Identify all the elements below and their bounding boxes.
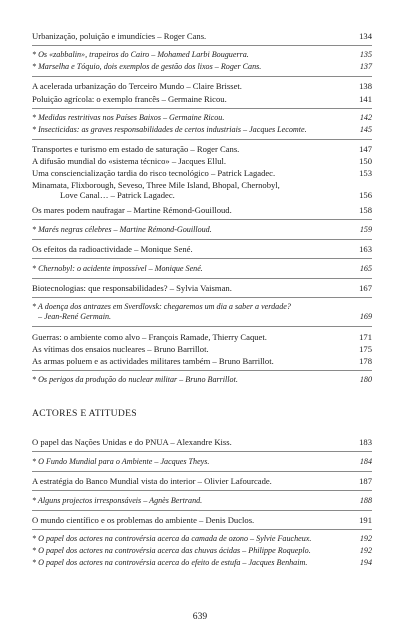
entry-page: 142 — [359, 113, 372, 122]
entry-page: 187 — [359, 476, 372, 486]
entry-page: 167 — [359, 283, 372, 293]
separator — [32, 370, 372, 371]
separator — [32, 76, 372, 77]
entry-text: A difusão mundial do «sistema técnico» – Jacques Ellul. — [32, 156, 227, 166]
entry-text: * Marés negras célebres – Martine Rémond-Gouilloud. — [32, 225, 212, 234]
separator — [32, 239, 372, 240]
entry-page: 188 — [359, 496, 372, 505]
separator — [32, 258, 372, 259]
separator — [32, 108, 372, 109]
toc-entry — [32, 457, 372, 467]
entry-page: 159 — [359, 225, 372, 234]
entry-page: 135 — [359, 50, 372, 59]
entry-text: * O papel dos actores na controvérsia acerca da camada de ozono – Sylvie Faucheux. — [32, 534, 312, 543]
entry-page: 180 — [359, 375, 372, 384]
entry-page: 165 — [359, 264, 372, 273]
entry-page: 171 — [359, 332, 372, 342]
page-number: 639 — [192, 611, 208, 622]
toc-entry — [32, 62, 372, 72]
toc-entry — [32, 356, 372, 366]
entry-page: 134 — [359, 31, 372, 41]
entry-page: 192 — [359, 534, 372, 543]
entry-page: 191 — [359, 515, 372, 525]
entry-page: 150 — [359, 156, 372, 166]
toc-entry — [32, 225, 372, 235]
entry-text: Urbanização, poluição e imundícies – Roger Cans. — [32, 31, 207, 41]
entry-text: * O papel dos actores na controvérsia acerca do efeito de estufa – Jacques Benhaim. — [32, 558, 308, 567]
toc-entry — [32, 332, 372, 342]
toc-entry — [32, 264, 372, 274]
entry-text: Uma consciencialização tardia do risco tecnológico – Patrick Lagadec. — [32, 168, 276, 178]
entry-page: 169 — [359, 312, 372, 321]
entry-text: * Os «zabbalin», trapeiros do Cairo – Mohamed Larbi Bouguerra. — [32, 50, 249, 59]
entry-text: A estratégia do Banco Mundial vista do interior – Olivier Lafourcade. — [32, 476, 272, 486]
toc-entry — [32, 534, 372, 544]
entry-page: 163 — [359, 244, 372, 254]
separator — [32, 297, 372, 298]
entry-page: 156 — [359, 190, 372, 200]
entry-page: 178 — [359, 356, 372, 366]
entry-page: 192 — [359, 546, 372, 555]
separator — [32, 529, 372, 530]
entry-text: Transportes e turismo em estado de saturação – Roger Cans. — [32, 144, 240, 154]
separator — [32, 139, 372, 140]
entry-text: * O Fundo Mundial para o Ambiente – Jacques Theys. — [32, 457, 210, 466]
entry-text: O papel das Nações Unidas e do PNUA – Alexandre Kiss. — [32, 437, 232, 447]
toc-entry — [32, 283, 372, 293]
entry-text: Os efeitos da radioactividade – Monique Sené. — [32, 244, 193, 254]
separator — [32, 326, 372, 327]
toc-entry — [32, 244, 372, 254]
separator — [32, 45, 372, 46]
toc-entry — [32, 168, 372, 178]
entry-text: * O papel dos actores na controvérsia acerca das chuvas ácidas – Philippe Roqueplo. — [32, 546, 311, 555]
entry-text: * Insecticidas: as graves responsabilidades de certos industriais – Jacques Lecomte. — [32, 125, 307, 134]
separator — [32, 471, 372, 472]
entry-page: 184 — [359, 457, 372, 466]
entry-text: * A doença dos antrazes em Sverdlovsk: chegaremos um dia a saber a verdade? — [32, 302, 291, 311]
toc-entry — [32, 302, 372, 322]
section-heading: ACTORES E ATITUDES — [32, 408, 137, 419]
separator — [32, 510, 372, 511]
entry-page: 158 — [359, 205, 372, 215]
entry-text: Guerras: o ambiente como alvo – François Ramade, Thierry Caquet. — [32, 332, 267, 342]
separator — [32, 451, 372, 452]
entry-page: 141 — [359, 94, 372, 104]
entry-page: 147 — [359, 144, 372, 154]
toc-entry — [32, 205, 372, 215]
toc-entry — [32, 375, 372, 385]
toc-entry — [32, 144, 372, 154]
entry-text: Biotecnologias: que responsabilidades? – Sylvia Vaisman. — [32, 283, 232, 293]
entry-text: * Os perigos da produção do nuclear militar – Bruno Barrillot. — [32, 375, 238, 384]
toc-entry — [32, 156, 372, 166]
separator — [32, 219, 372, 220]
entry-text: * Marselha e Tóquio, dois exemplos de gestão dos lixos – Roger Cans. — [32, 62, 262, 71]
toc-entry — [32, 81, 372, 91]
entry-text: As armas poluem e as actividades militares também – Bruno Barrillot. — [32, 356, 274, 366]
entry-page: 137 — [359, 62, 372, 71]
toc-entry — [32, 546, 372, 556]
toc-entry — [32, 558, 372, 568]
toc-entry — [32, 515, 372, 525]
separator — [32, 278, 372, 279]
toc-entry — [32, 94, 372, 104]
toc-entry — [32, 31, 372, 41]
toc-entry — [32, 496, 372, 506]
toc-entry — [32, 113, 372, 123]
entry-text: Poluição agrícola: o exemplo francês – Germaine Ricou. — [32, 94, 227, 104]
entry-text: Minamata, Flixborough, Seveso, Three Mile Island, Bhopal, Chernobyl, — [32, 180, 280, 190]
entry-text: As vítimas dos ensaios nucleares – Bruno Barrillot. — [32, 344, 209, 354]
entry-page: 175 — [359, 344, 372, 354]
entry-text: * Medidas restritivas nos Países Baixos – Germaine Ricou. — [32, 113, 225, 122]
entry-continuation: – Jean-René Germain. — [38, 312, 112, 321]
entry-page: 153 — [359, 168, 372, 178]
separator — [32, 490, 372, 491]
entry-text: Os mares podem naufragar – Martine Rémond-Gouilloud. — [32, 205, 232, 215]
entry-text: * Alguns projectos irresponsáveis – Agnès Bertrand. — [32, 496, 203, 505]
toc-entry — [32, 180, 372, 200]
entry-page: 194 — [359, 558, 372, 567]
entry-text: A acelerada urbanização do Terceiro Mundo – Claire Brisset. — [32, 81, 242, 91]
entry-continuation: Love Canal… – Patrick Lagadec. — [60, 190, 175, 200]
entry-text: O mundo científico e os problemas do ambiente – Denis Duclos. — [32, 515, 255, 525]
toc-entry — [32, 344, 372, 354]
entry-page: 145 — [359, 125, 372, 134]
toc-entry — [32, 437, 372, 447]
entry-text: * Chernobyl: o acidente impossível – Monique Sené. — [32, 264, 203, 273]
toc-entry — [32, 50, 372, 60]
entry-page: 138 — [359, 81, 372, 91]
toc-entry — [32, 476, 372, 486]
toc-entry — [32, 125, 372, 135]
entry-page: 183 — [359, 437, 372, 447]
